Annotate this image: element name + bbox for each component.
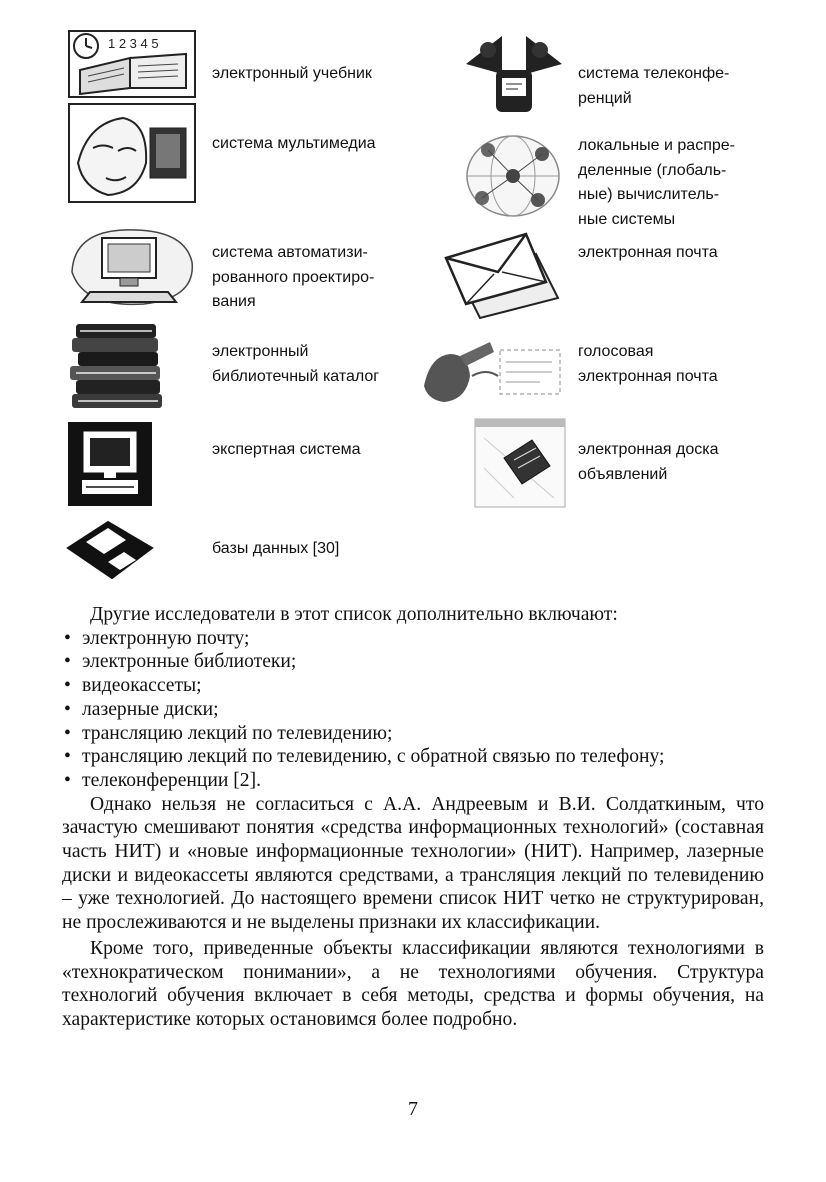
multimedia-icon [68,103,196,203]
cad-computer-icon [64,222,200,310]
paragraph-1: Однако нельзя не согласиться с А.А. Андреевым и В.И. Солдаткиным, что зачастую смешивают понятия «средства информационных технологий» (составная часть НИТ) и «новые информационные технологии» (НИТ). Например, лазерные диски и видеокассеты являются средствами, а трансляция лекций по телевидению – уже технологией. До настоящего времени список НИТ четко не структурирован, не прослеживаются и не выделены признаки их классификации. [62,793,764,934]
globe-network-icon [458,128,568,224]
intro-paragraph: Другие исследователи в этот список дополнительно включают: [90,604,618,625]
list-item: • телеконференции [2]. [62,769,764,793]
label-email: электронная почта [578,244,718,261]
label-textbook: электронный учебник [212,65,372,82]
textbook-icon [68,30,196,98]
label-board: электронная доска объявлений [578,441,719,483]
list-item: • трансляцию лекций по телевидению, с обратной связью по телефону; [62,745,764,769]
list-item: • электронную почту; [62,627,764,651]
paragraph-2: Кроме того, приведенные объекты классификации являются технологиями в «технократическом понимании», а не технологиями обучения. Структура технологий обучения включает в себя методы, средства и формы обучения, на характеристике которых остановимся более подробно. [62,937,764,1030]
envelope-icon [440,228,564,320]
label-cad: система автоматизи- рованного проектиро- вания [212,244,375,310]
computer-icon [68,422,152,506]
body-text [62,603,764,1032]
label-expert: экспертная система [212,441,361,458]
list-item: • лазерные диски; [62,698,764,722]
floppy-disk-icon [64,518,156,582]
voice-mail-icon [420,336,570,408]
bullet-list [62,627,764,793]
list-item: • видеокассеты; [62,674,764,698]
list-item: • электронные библиотеки; [62,650,764,674]
teleconference-icon [462,34,566,116]
list-item: • трансляцию лекций по телевидению; [62,722,764,746]
book-stack-icon [66,320,174,412]
svg-text:1 2 3 4 5: 1 2 3 4 5 [108,36,159,51]
label-databases: базы данных [30] [212,540,340,557]
bulletin-board-icon [474,418,566,508]
page-number: 7 [408,1098,418,1120]
label-voicemail: голосовая электронная почта [578,343,718,385]
label-catalog: электронный библиотечный каталог [212,343,380,385]
label-multimedia: система мультимедиа [212,135,376,152]
label-networks: локальные и распре- деленные (глобаль- ные) вычислитель- ные системы [578,137,735,228]
label-teleconference: система телеконфе- ренций [578,65,730,107]
